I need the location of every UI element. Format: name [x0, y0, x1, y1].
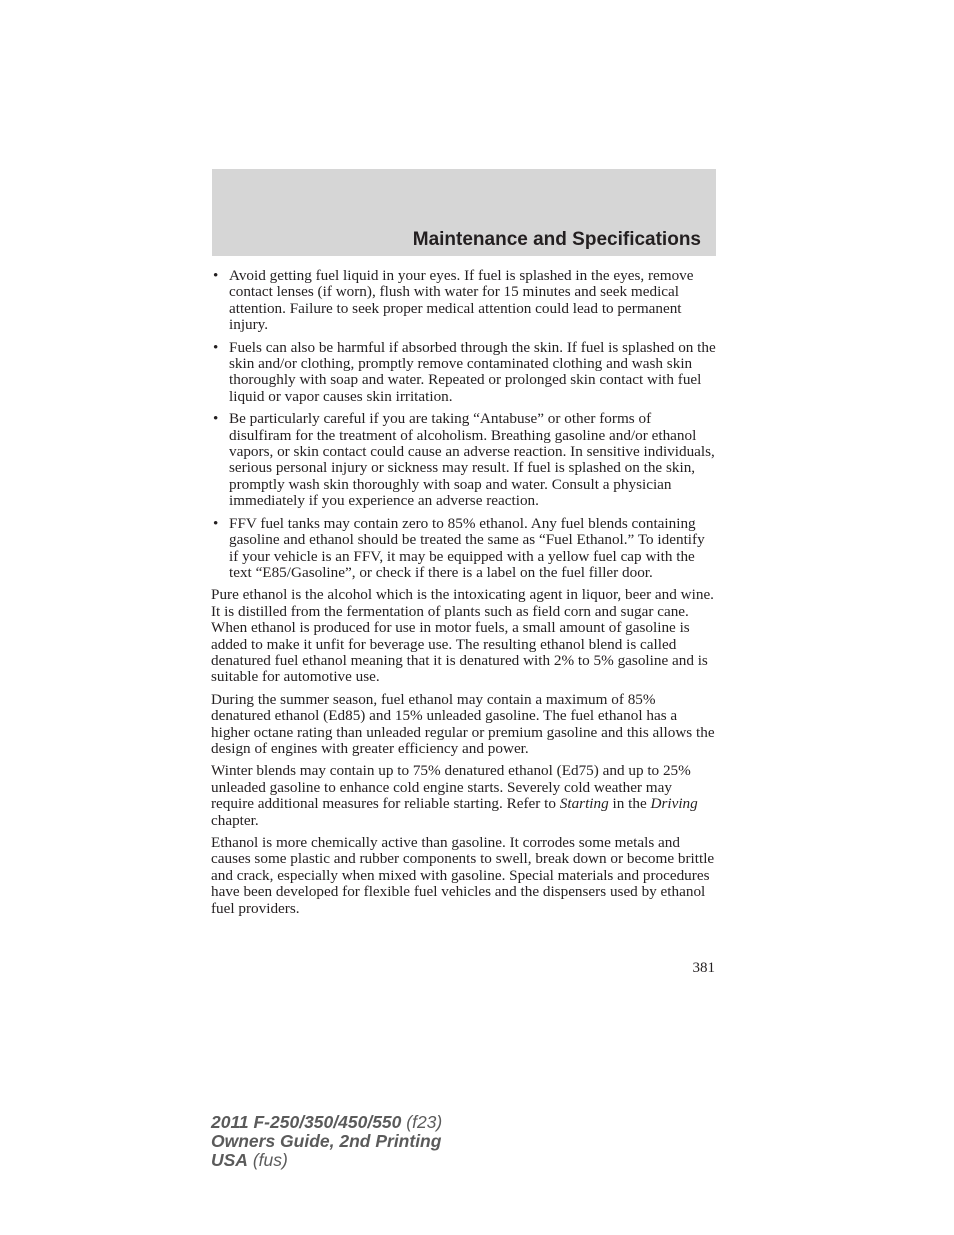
page-number: 381: [692, 960, 715, 976]
paragraph-chemically-active: Ethanol is more chemically active than gasoline. It corrodes some metals and causes some plastic and rubber components to swell, break down or become brittle and crack, especially when mixed with gasoline. Special materials and procedures have been developed for flexible fuel vehicles and the dispensers used by ethanol fuel providers.: [211, 834, 715, 917]
page-body: [211, 268, 716, 923]
warning-bullet-list: [211, 268, 716, 581]
bullet-dot: •: [213, 514, 219, 532]
bullet-text: Avoid getting fuel liquid in your eyes. If fuel is splashed in the eyes, remove contact lenses (if worn), flush with water for 15 minutes and seek medical attention. Failure to seek proper medical attention could lead to permanent injury.: [229, 267, 694, 334]
cross-reference-driving: Driving: [650, 795, 698, 813]
bullet-item: [211, 516, 716, 582]
cross-reference-starting: Starting: [559, 795, 609, 813]
paragraph-winter-blends: [211, 763, 716, 829]
footer-line-model: 2011 F-250/350/450/550 (f23): [211, 1112, 443, 1132]
document-footer: [211, 1113, 442, 1170]
bullet-item: [211, 340, 716, 406]
footer-line-guide: Owners Guide, 2nd Printing: [211, 1131, 442, 1151]
paragraph-pure-ethanol: Pure ethanol is the alcohol which is the intoxicating agent in liquor, beer and wine. It is distilled from the fermentation of plants such as field corn and sugar cane. When ethanol is produced for use in motor fuels, a small amount of gasoline is added to make it unfit for beverage use. The resulting ethanol blend is called denatured fuel ethanol meaning that it is denatured with 2% to 5% gasoline and is suitable for automotive use.: [211, 586, 714, 686]
footer-line-region: USA (fus): [211, 1150, 288, 1170]
winter-text-3: chapter.: [211, 811, 259, 829]
bullet-text: FFV fuel tanks may contain zero to 85% ethanol. Any fuel blends containing gasoline and ethanol should be treated the same as “Fuel Ethanol.” To identify if your vehicle is an FFV, it may be equipped with a yellow fuel cap with the text “E85/Gasoline”, or check if there is a label on the fuel filler door.: [229, 514, 705, 581]
winter-text-1: Winter blends may contain up to 75% denatured ethanol (Ed75) and up to 25% unleaded gasoline to enhance cold engine starts. Severely cold weather may require additional measures for reliable starting. Refer to: [211, 762, 691, 813]
winter-text-2: in the: [608, 795, 651, 813]
section-title: Maintenance and Specifications: [412, 229, 701, 250]
bullet-item: [211, 268, 716, 334]
bullet-item: [211, 411, 716, 509]
bullet-dot: •: [213, 410, 219, 428]
section-header-band: [212, 169, 716, 256]
bullet-text: Be particularly careful if you are taking “Antabuse” or other forms of disulfiram for the treatment of alcoholism. Breathing gasoline and/or ethanol vapors, or skin contact could cause an adverse reaction. In sensitive individuals, serious personal injury or sickness may result. If fuel is splashed on the skin, promptly wash skin thoroughly with soap and water. Consult a physician immediately if you experience an adverse reaction.: [229, 410, 715, 510]
bullet-dot: •: [213, 338, 219, 356]
paragraph-summer-season: During the summer season, fuel ethanol may contain a maximum of 85% denatured ethanol (Ed85) and 15% unleaded gasoline. The fuel ethanol has a higher octane rating than unleaded regular or premium gasoline and this allows the design of engines with greater efficiency and power.: [211, 690, 715, 757]
bullet-dot: •: [213, 267, 219, 284]
bullet-text: Fuels can also be harmful if absorbed through the skin. If fuel is splashed on the skin and/or clothing, promptly remove contaminated clothing and wash skin thoroughly with soap and water. Repeated or prolonged skin contact with fuel liquid or vapor causes skin irritation.: [229, 338, 716, 405]
